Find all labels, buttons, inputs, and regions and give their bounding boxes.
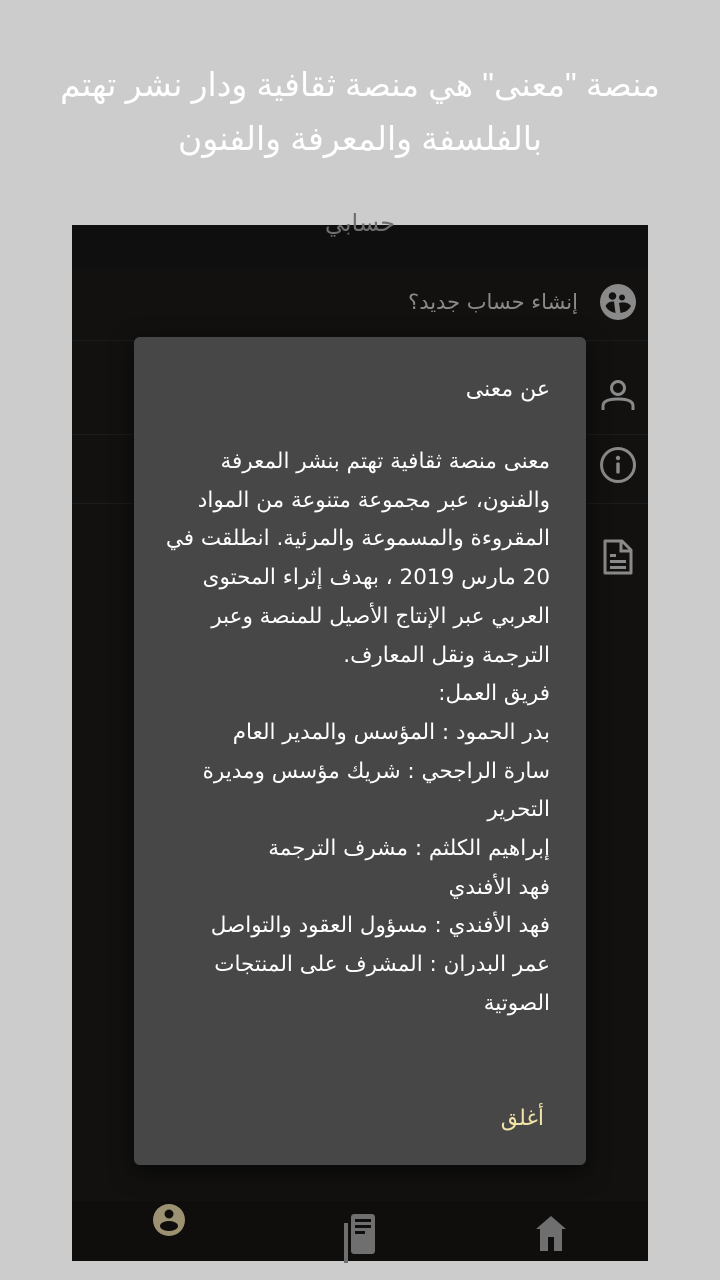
- team-member: عمر البدران : المشرف على المنتجات الصوتية: [214, 952, 550, 1016]
- dialog-body: [158, 443, 550, 1024]
- dialog-title: عن معنى: [465, 377, 550, 402]
- nav-tab-articles[interactable]: [330, 1201, 390, 1261]
- nav-tab-account[interactable]: [138, 1201, 198, 1261]
- team-member: سارة الراجحي : شريك مؤسس ومديرة التحرير: [202, 758, 550, 823]
- person-outline-icon: [598, 376, 638, 416]
- menu-item-create-account[interactable]: [72, 263, 648, 341]
- document-icon: [598, 537, 638, 577]
- supervised-user-icon: [598, 282, 638, 322]
- about-dialog: [134, 337, 586, 1165]
- team-member: بدر الحمود : المؤسس والمدير العام: [232, 719, 550, 745]
- bottom-navigation: [72, 1201, 648, 1261]
- page-title: حسابي: [324, 209, 396, 237]
- team-member: إبراهيم الكلثم : مشرف الترجمة: [268, 836, 550, 862]
- close-button[interactable]: أغلق: [500, 1106, 544, 1131]
- nav-tab-home[interactable]: [522, 1201, 582, 1261]
- team-heading: فريق العمل:: [438, 681, 550, 707]
- info-icon: [598, 445, 638, 485]
- about-paragraph: معنى منصة ثقافية تهتم بنشر المعرفة والفنون، عبر مجموعة متنوعة من المواد المقروءة والمسموعة والمرئية. انطلقت في 20 مارس 2019 ، بهدف إثراء المحتوى العربي عبر الإنتاج الأصيل للمنصة وعبر الترجمة ونقل المعارف.: [165, 449, 550, 668]
- promo-caption: منصة "معنى" هي منصة ثقافية ودار نشر تهتم بالفلسفة والمعرفة والفنون: [60, 66, 660, 157]
- app-screen: [72, 209, 648, 1261]
- team-member: فهد الأفندي : مسؤول العقود والتواصل: [210, 913, 550, 939]
- team-member: فهد الأفندي: [448, 874, 550, 900]
- menu-item-label: إنشاء حساب جديد؟: [408, 289, 578, 314]
